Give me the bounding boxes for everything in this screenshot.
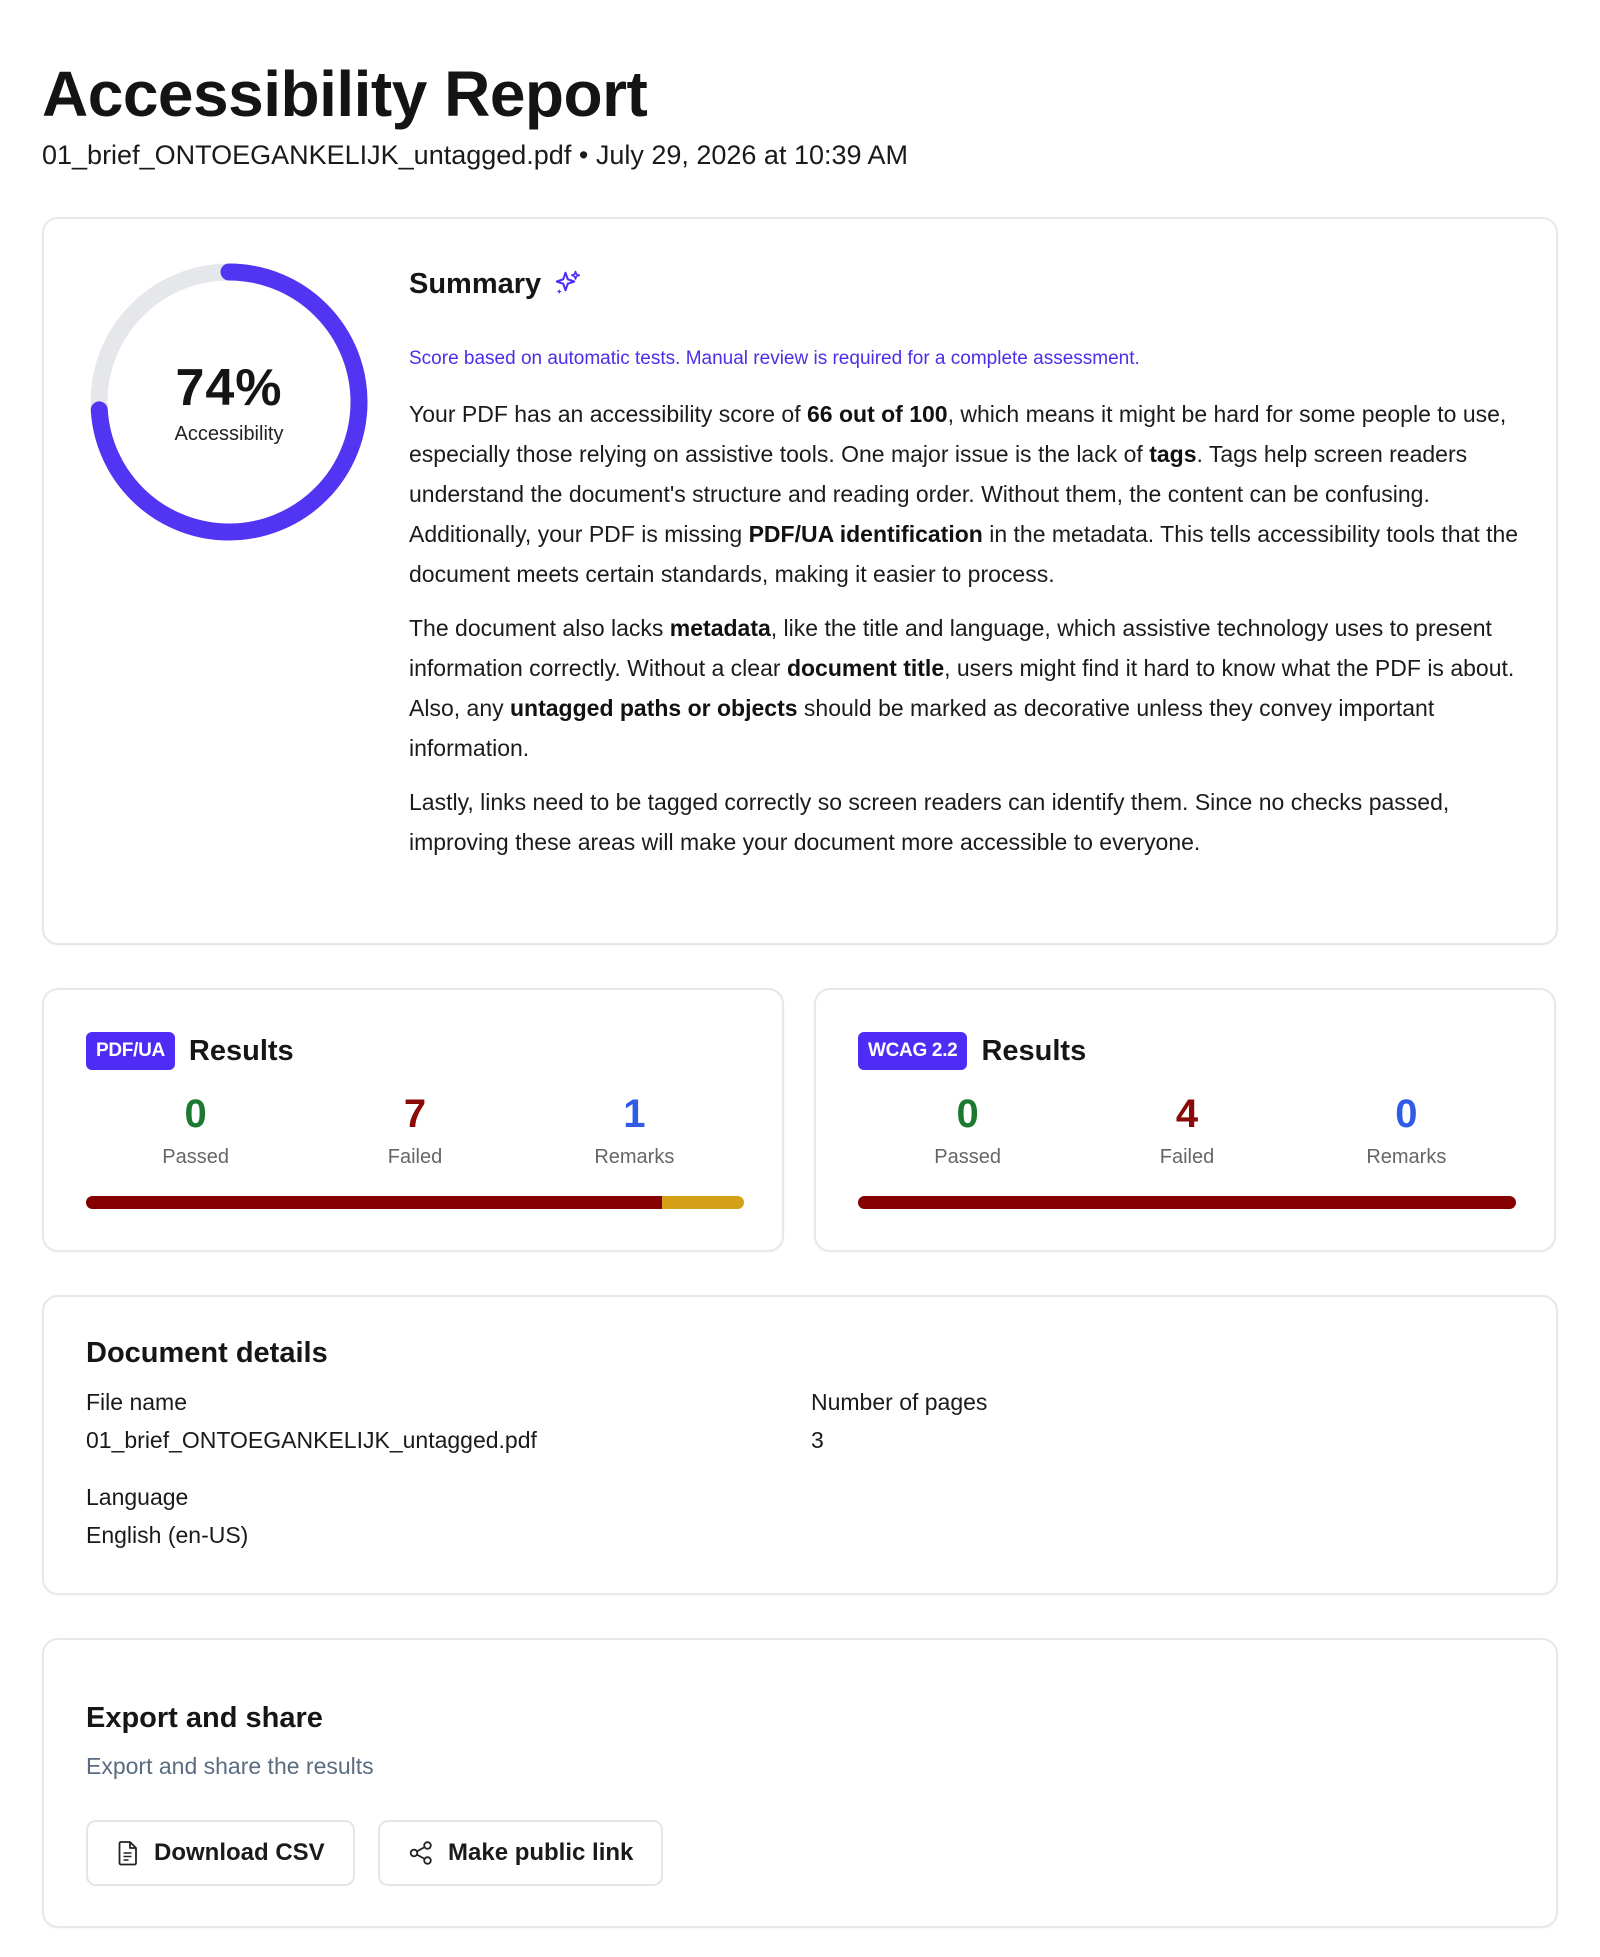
summary-text: The document also lacks: [409, 615, 670, 641]
wcag-bar-failed: [858, 1196, 1516, 1209]
report-file-name: 01_brief_ONTOEGANKELIJK_untagged.pdf: [42, 140, 572, 170]
summary-emphasis: metadata: [669, 615, 771, 641]
pdfua-bar-remarks: [662, 1196, 744, 1209]
score-label: Accessibility: [174, 422, 284, 445]
document-details-card: [42, 1295, 1558, 1595]
wcag-passed-stat: [858, 1090, 1077, 1169]
download-csv-button[interactable]: [86, 1820, 355, 1886]
page-count-value: 3: [811, 1427, 824, 1453]
pdfua-results-card: [42, 988, 784, 1252]
wcag-failed-label: Failed: [1159, 1146, 1215, 1168]
pdfua-stats: [86, 1090, 744, 1169]
summary-title: Summary: [409, 267, 542, 300]
report-subtitle: [42, 138, 908, 172]
pdfua-remarks-stat: [525, 1090, 744, 1169]
summary-card: [42, 217, 1558, 945]
pdfua-failed-stat: [305, 1090, 524, 1169]
wcag-badge: WCAG 2.2: [858, 1032, 967, 1070]
download-csv-label: Download CSV: [154, 1839, 325, 1866]
summary-paragraph-3: [409, 782, 1519, 862]
pdfua-failed-label: Failed: [387, 1146, 443, 1168]
summary-emphasis: document title: [786, 655, 945, 681]
document-details-title: Document details: [86, 1337, 328, 1369]
pdfua-remarks-count: 1: [623, 1092, 646, 1136]
share-icon: [408, 1840, 434, 1866]
sparkle-icon: [553, 269, 583, 299]
pdfua-passed-stat: [86, 1090, 305, 1169]
export-share-card: [42, 1638, 1558, 1928]
summary-text: in the metadata. This tells accessibility tools that the document meets certain standards, making it easier to process.: [409, 521, 1519, 587]
language-field: [86, 1482, 248, 1550]
summary-text: , which means it might be hard for some people to use, especially those relying on assistive tools. One major issue is the lack of: [409, 401, 1507, 467]
wcag-failed-count: 4: [1175, 1092, 1199, 1136]
export-subtitle: Export and share the results: [86, 1753, 374, 1779]
pdfua-results-bar: [86, 1196, 744, 1209]
summary-text: . Tags help screen readers understand the document's structure and reading order. Without them, the content can be confusing. Additionally, your PDF is missing: [409, 441, 1468, 547]
summary-body: [409, 264, 1519, 862]
wcag-results-title: Results: [981, 1034, 1087, 1067]
pdfua-results-title: Results: [188, 1034, 294, 1067]
pdfua-badge: PDF/UA: [86, 1032, 175, 1070]
wcag-passed-count: 0: [956, 1092, 979, 1136]
pdfua-passed-label: Passed: [162, 1146, 230, 1168]
summary-heading: [409, 264, 1519, 304]
wcag-remarks-stat: [1297, 1090, 1516, 1169]
pdfua-failed-count: 7: [403, 1092, 427, 1136]
wcag-remarks-label: Remarks: [1366, 1146, 1447, 1168]
manual-review-notice: Score based on automatic tests. Manual review is required for a complete assessment.: [409, 348, 1140, 369]
pdfua-bar-failed: [86, 1196, 662, 1209]
export-title: Export and share: [86, 1702, 323, 1734]
summary-emphasis: tags: [1149, 441, 1197, 467]
wcag-stats: [858, 1090, 1516, 1169]
file-name-field: [86, 1387, 537, 1455]
summary-paragraph-2: [409, 608, 1519, 768]
language-label: Language: [86, 1484, 189, 1510]
make-public-link-label: Make public link: [448, 1839, 634, 1866]
pdfua-passed-count: 0: [184, 1092, 207, 1136]
summary-emphasis: 66 out of 100: [807, 401, 948, 427]
subtitle-separator: •: [578, 140, 589, 170]
summary-emphasis: untagged paths or objects: [510, 695, 798, 721]
wcag-results-bar: [858, 1196, 1516, 1209]
summary-text: , users might find it hard to know what the PDF is about. Also, any: [409, 655, 1515, 721]
language-value: English (en-US): [86, 1522, 249, 1548]
page-count-label: Number of pages: [811, 1389, 988, 1415]
page-title: Accessibility Report: [42, 58, 648, 130]
page-count-field: [811, 1387, 987, 1455]
wcag-failed-stat: [1077, 1090, 1296, 1169]
wcag-remarks-count: 0: [1395, 1092, 1418, 1136]
file-name-value: 01_brief_ONTOEGANKELIJK_untagged.pdf: [86, 1427, 537, 1453]
wcag-passed-label: Passed: [934, 1146, 1002, 1168]
report-date: July 29, 2026 at 10:39 AM: [595, 140, 909, 170]
wcag-results-card: [814, 988, 1556, 1252]
make-public-link-button[interactable]: [378, 1820, 663, 1886]
report-header: [42, 56, 908, 172]
file-name-label: File name: [86, 1389, 187, 1415]
accessibility-score-gauge: [84, 257, 374, 547]
summary-emphasis: PDF/UA identification: [748, 521, 983, 547]
summary-text: Your PDF has an accessibility score of: [409, 401, 807, 427]
pdfua-remarks-label: Remarks: [594, 1146, 675, 1168]
score-value: 74%: [175, 358, 283, 417]
summary-text: , like the title and language, which assistive technology uses to present information correctly. Without a clear: [409, 615, 1492, 681]
summary-text: should be marked as decorative unless they convey important information.: [409, 695, 1435, 761]
summary-text: Lastly, links need to be tagged correctly so screen readers can identify them. Since no checks passed, improving these areas will make your document more accessible to everyone.: [409, 789, 1450, 855]
summary-paragraph-1: [409, 394, 1519, 594]
document-icon: [116, 1840, 140, 1866]
